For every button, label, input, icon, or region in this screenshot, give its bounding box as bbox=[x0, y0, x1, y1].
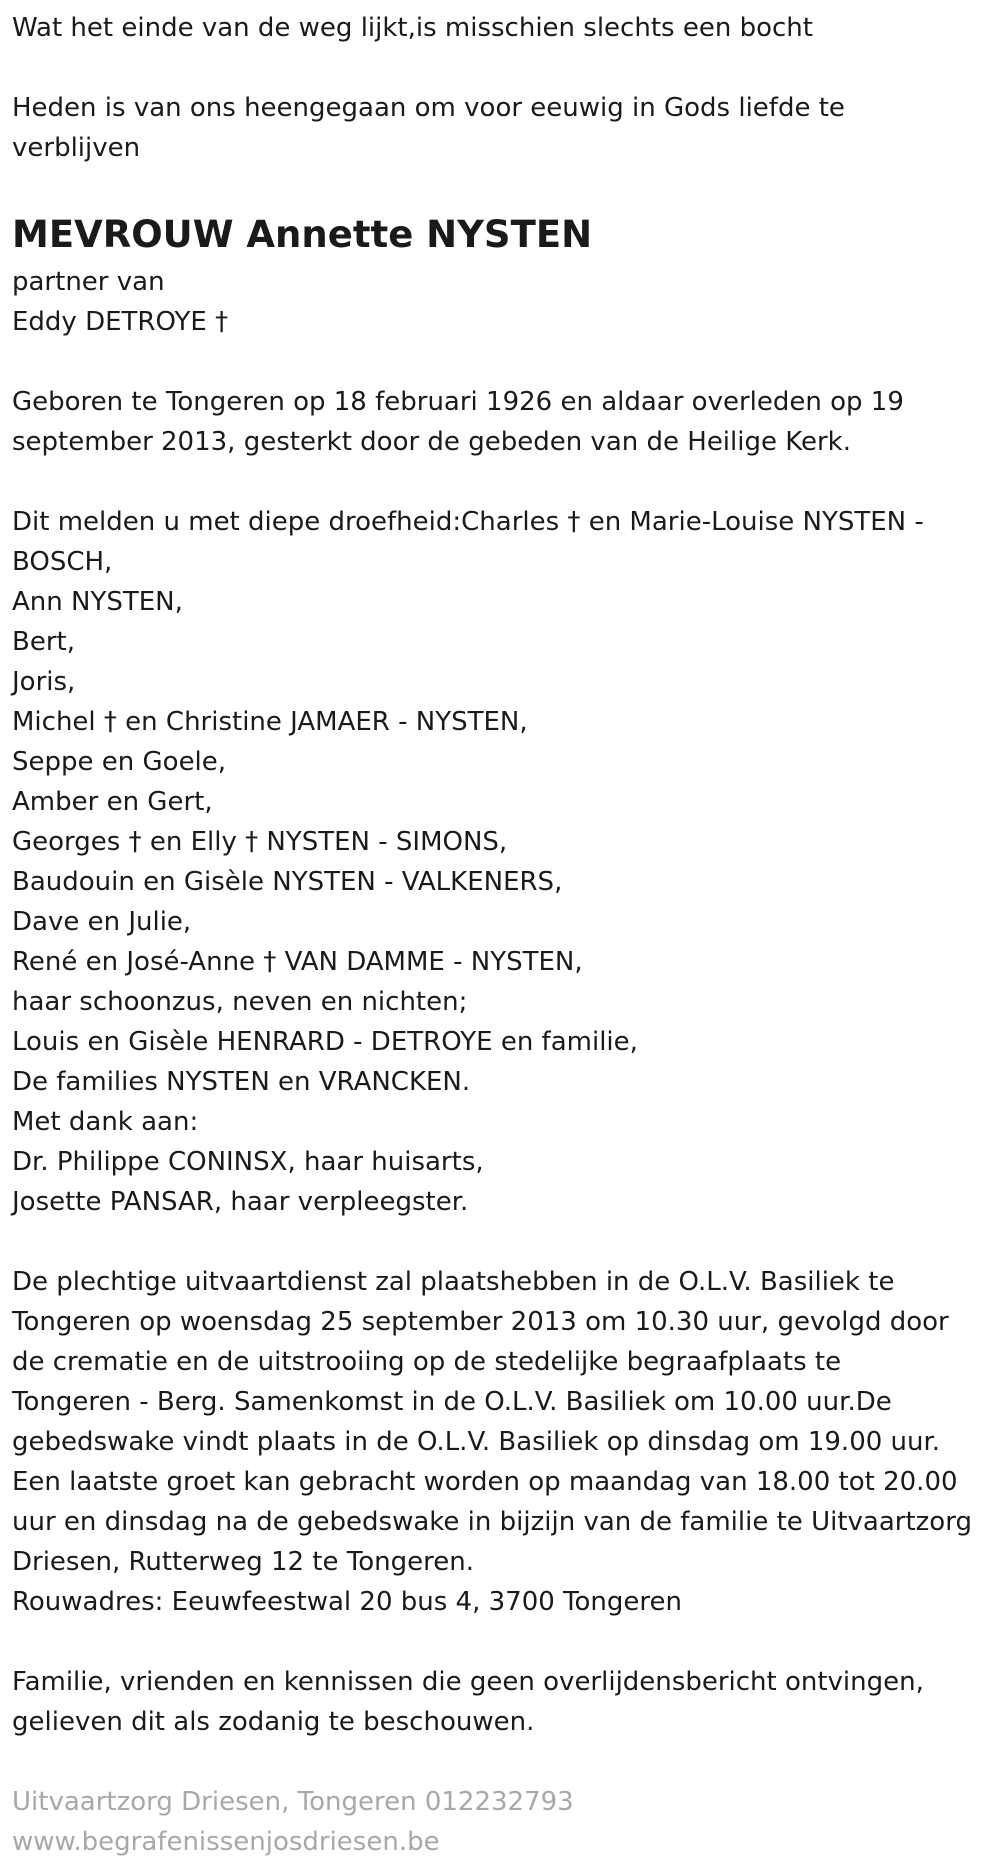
ceremony-line: Tongeren op woensdag 25 september 2013 om 10.30 uur, gevolgd door bbox=[12, 1307, 949, 1337]
closing-line: Familie, vrienden en kennissen die geen overlijdensbericht ontvingen, bbox=[12, 1667, 924, 1697]
family-line: Ann NYSTEN, bbox=[12, 587, 183, 617]
spacer bbox=[12, 48, 988, 88]
footer-website: www.begrafenissenjosdriesen.be bbox=[12, 1827, 440, 1857]
intro-line: Heden is van ons heengegaan om voor eeuwig in Gods liefde te bbox=[12, 93, 845, 123]
intro-line: verblijven bbox=[12, 133, 141, 163]
family-line: De families NYSTEN en VRANCKEN. bbox=[12, 1067, 471, 1097]
birth-line: september 2013, gesterkt door de gebeden van de Heilige Kerk. bbox=[12, 427, 852, 457]
family-line: Josette PANSAR, haar verpleegster. bbox=[12, 1187, 469, 1217]
spacer bbox=[12, 1622, 988, 1662]
ceremony-line: uur en dinsdag na de gebedswake in bijzijn van de familie te Uitvaartzorg bbox=[12, 1507, 972, 1537]
ceremony-line: de crematie en de uitstrooiing op de stedelijke begraafplaats te bbox=[12, 1347, 842, 1377]
family-line: Joris, bbox=[12, 667, 76, 697]
family-line: Georges † en Elly † NYSTEN - SIMONS, bbox=[12, 827, 508, 857]
deceased-name: MEVROUW Annette NYSTEN bbox=[12, 213, 593, 256]
mourning-address: Rouwadres: Eeuwfeestwal 20 bus 4, 3700 Tongeren bbox=[12, 1587, 682, 1617]
spacer bbox=[12, 342, 988, 382]
ceremony-line: Driesen, Rutterweg 12 te Tongeren. bbox=[12, 1547, 474, 1577]
family-line: haar schoonzus, neven en nichten; bbox=[12, 987, 468, 1017]
family-line: Michel † en Christine JAMAER - NYSTEN, bbox=[12, 707, 528, 737]
partner-label: partner van bbox=[12, 267, 165, 297]
ceremony-line: gebedswake vindt plaats in de O.L.V. Basiliek op dinsdag om 19.00 uur. bbox=[12, 1427, 941, 1457]
ceremony-line: De plechtige uitvaartdienst zal plaatshebben in de O.L.V. Basiliek te bbox=[12, 1267, 895, 1297]
spacer bbox=[12, 1222, 988, 1262]
family-line: Dr. Philippe CONINSX, haar huisarts, bbox=[12, 1147, 484, 1177]
family-line: Amber en Gert, bbox=[12, 787, 213, 817]
ceremony-line: Een laatste groet kan gebracht worden op maandag van 18.00 tot 20.00 bbox=[12, 1467, 958, 1497]
spacer bbox=[12, 1742, 988, 1782]
family-line: Dave en Julie, bbox=[12, 907, 192, 937]
motto-text: Wat het einde van de weg lijkt,is misschien slechts een bocht bbox=[12, 13, 813, 43]
family-line: Bert, bbox=[12, 627, 75, 657]
closing-line: gelieven dit als zodanig te beschouwen. bbox=[12, 1707, 535, 1737]
birth-line: Geboren te Tongeren op 18 februari 1926 en aldaar overleden op 19 bbox=[12, 387, 904, 417]
family-line: Seppe en Goele, bbox=[12, 747, 227, 777]
family-line: Baudouin en Gisèle NYSTEN - VALKENERS, bbox=[12, 867, 563, 897]
family-line: René en José-Anne † VAN DAMME - NYSTEN, bbox=[12, 947, 583, 977]
ceremony-line: Tongeren - Berg. Samenkomst in de O.L.V. Basiliek om 10.00 uur.De bbox=[12, 1387, 892, 1417]
footer-funeral-home: Uitvaartzorg Driesen, Tongeren 012232793 bbox=[12, 1787, 574, 1817]
spacer bbox=[12, 168, 988, 208]
family-line: BOSCH, bbox=[12, 547, 113, 577]
family-line: Met dank aan: bbox=[12, 1107, 199, 1137]
spacer bbox=[12, 462, 988, 502]
family-line: Dit melden u met diepe droefheid:Charles † en Marie-Louise NYSTEN - bbox=[12, 507, 924, 537]
partner-name: Eddy DETROYE † bbox=[12, 307, 229, 337]
family-line: Louis en Gisèle HENRARD - DETROYE en familie, bbox=[12, 1027, 638, 1057]
